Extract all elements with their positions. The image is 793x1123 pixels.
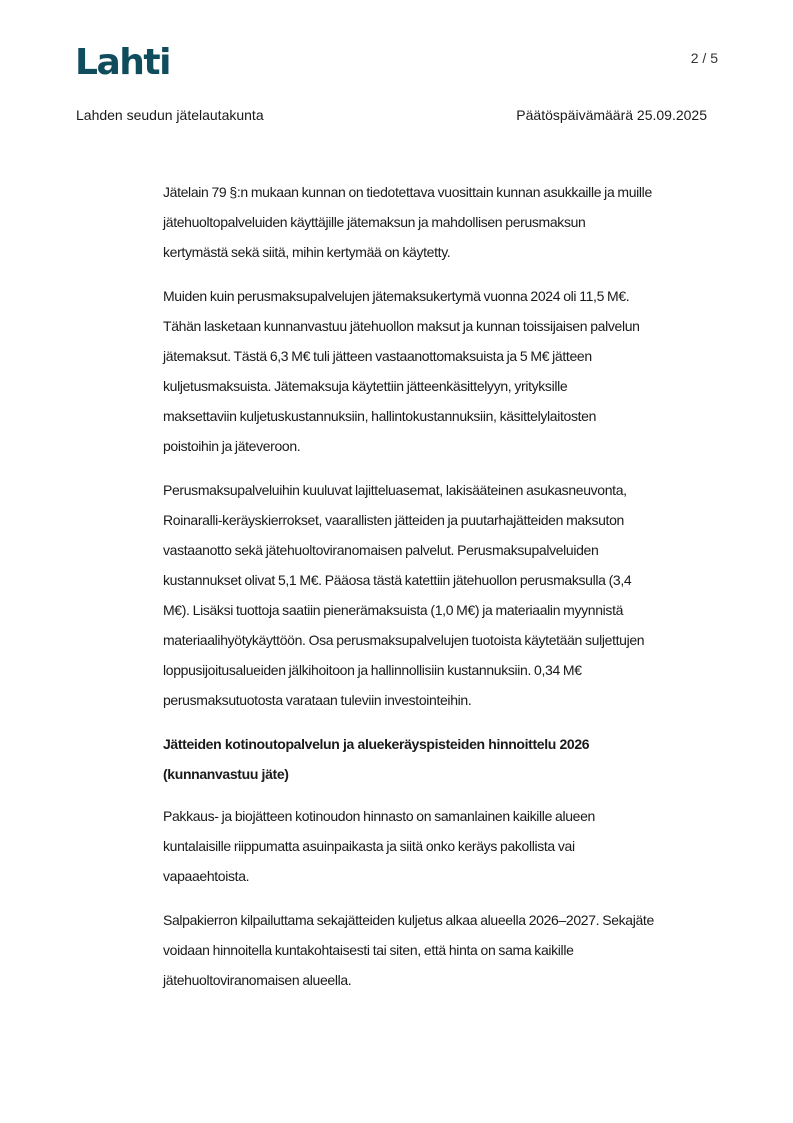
decision-date: Päätöspäivämäärä 25.09.2025 (516, 107, 707, 123)
text-line: kuljetusmaksuista. Jätemaksuja käytettiin jätteenkäsittelyyn, yrityksille (163, 378, 568, 394)
organization-name: Lahden seudun jätelautakunta (76, 107, 264, 123)
text-line: jätehuoltoviranomaisen alueella. (163, 972, 352, 988)
text-line: loppusijoitusalueiden jälkihoitoon ja hallinnollisiin kustannuksiin. 0,34 M€ (163, 662, 582, 678)
lahti-logo: Lahti (75, 42, 170, 83)
text-line: maksettaviin kuljetuskustannuksiin, hallintokustannuksiin, käsittelylaitosten (163, 408, 597, 424)
text-line: Jätelain 79 §:n mukaan kunnan on tiedotettava vuosittain kunnan asukkaille ja muille (163, 184, 652, 200)
heading-line: Jätteiden kotinoutopalvelun ja aluekeräyspisteiden hinnoittelu 2026 (163, 736, 590, 752)
text-line: jätemaksut. Tästä 6,3 M€ tuli jätteen vastaanottomaksuista ja 5 M€ jätteen (163, 348, 592, 364)
paragraph-basic-fee-services (163, 475, 728, 715)
text-line: Pakkaus- ja biojätteen kotinoudon hinnasto on samanlainen kaikille alueen (163, 808, 595, 824)
heading-line: (kunnanvastuu jäte) (163, 766, 289, 782)
text-line: jätehuoltopalveluiden käyttäjille jätemaksun ja mahdollisen perusmaksun (163, 214, 586, 230)
text-line: kuntalaisille riippumatta asuinpaikasta ja siitä onko keräys pakollista vai (163, 838, 575, 854)
text-line: vapaaehtoista. (163, 868, 250, 884)
text-line: Roinaralli-keräyskierrokset, vaarallisten jätteiden ja puutarhajätteiden maksuton (163, 512, 624, 528)
text-line: perusmaksutuotosta varataan tuleviin investointeihin. (163, 692, 472, 708)
text-line: Tähän lasketaan kunnanvastuu jätehuollon maksut ja kunnan toissijaisen palvelun (163, 318, 640, 334)
paragraph-waste-fee-revenue (163, 281, 728, 461)
text-line: Salpakierron kilpailuttama sekajätteiden kuljetus alkaa alueella 2026–2027. Sekajäte (163, 912, 654, 928)
text-line: voidaan hinnoitella kuntakohtaisesti tai siten, että hinta on sama kaikille (163, 942, 574, 958)
text-line: kustannukset olivat 5,1 M€. Pääosa tästä katettiin jätehuollon perusmaksulla (3,4 (163, 572, 632, 588)
page-number: 2 / 5 (690, 50, 718, 66)
text-line: Perusmaksupalveluihin kuuluvat lajitteluasemat, lakisääteinen asukasneuvonta, (163, 482, 627, 498)
paragraph-waste-law-info (163, 177, 728, 267)
text-line: kertymästä sekä siitä, mihin kertymää on käytetty. (163, 244, 451, 260)
section-heading (163, 729, 728, 789)
text-line: poistoihin ja jäteveroon. (163, 438, 301, 454)
paragraph-home-collection-pricing (163, 801, 728, 891)
document-body (163, 177, 728, 1009)
text-line: vastaanotto sekä jätehuoltoviranomaisen palvelut. Perusmaksupalveluiden (163, 542, 599, 558)
text-line: materiaalihyötykäyttöön. Osa perusmaksupalvelujen tuotoista käytetään suljettujen (163, 632, 645, 648)
paragraph-mixed-waste-transport (163, 905, 728, 995)
text-line: M€). Lisäksi tuottoja saatiin pienerämaksuista (1,0 M€) ja materiaalin myynnistä (163, 602, 624, 618)
text-line: Muiden kuin perusmaksupalvelujen jätemaksukertymä vuonna 2024 oli 11,5 M€. (163, 288, 630, 304)
